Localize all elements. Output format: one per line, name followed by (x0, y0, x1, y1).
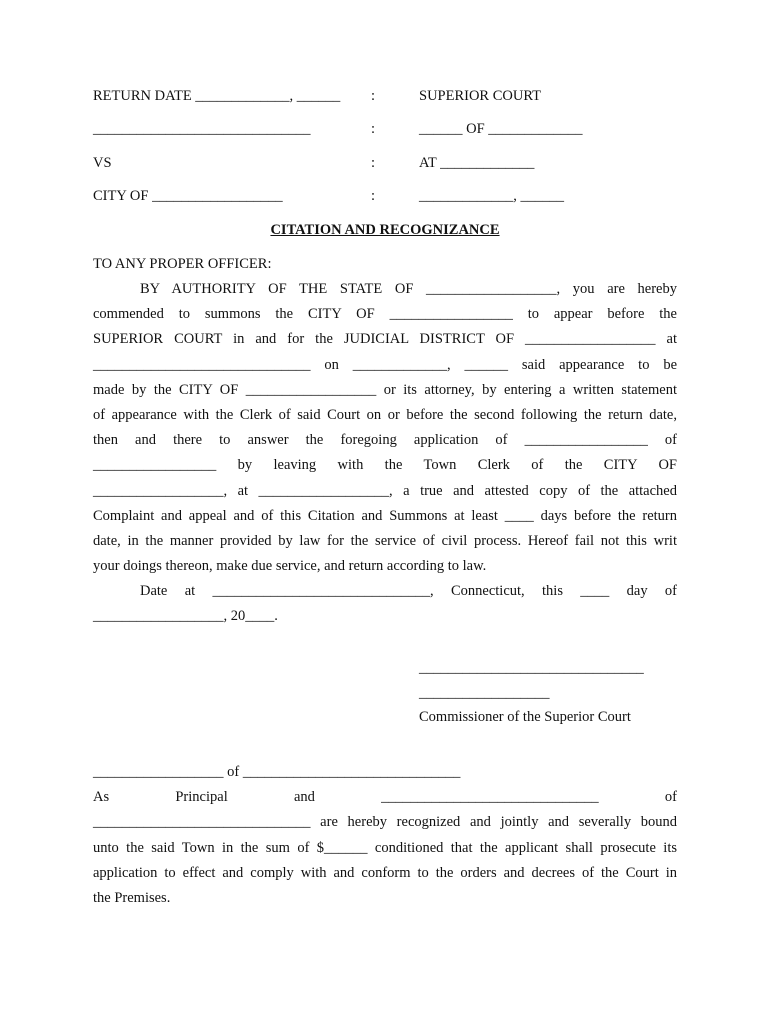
citation-paragraph (93, 277, 677, 630)
caption-colon: : (371, 188, 376, 204)
recognizance-line: unto the said Town in the sum of $______ conditioned that the applicant shall prosecute its (93, 839, 677, 856)
recognizance-line: ______________________________ are hereby recognized and jointly and severally bound (93, 814, 677, 831)
paragraph-line: ______________________________ on _____________, ______ said appearance to be (93, 356, 677, 373)
document-title: CITATION AND RECOGNIZANCE (270, 222, 500, 238)
paragraph-line: _________________ by leaving with the Town Clerk of the CITY OF (93, 457, 677, 474)
paragraph-line: SUPERIOR COURT in and for the JUDICIAL DISTRICT OF __________________ at (93, 331, 677, 348)
paragraph-line: your doings thereon, make due service, and return according to law. (93, 558, 487, 575)
recognizance-line: the Premises. (93, 889, 171, 906)
date-line: _____________, ______ (419, 188, 564, 204)
salutation: TO ANY PROPER OFFICER: (93, 256, 272, 272)
caption-colon: : (371, 155, 376, 171)
recognizance-paragraph (93, 760, 677, 911)
signature-caption: Commissioner of the Superior Court (419, 709, 631, 725)
district-line: ______ OF _____________ (419, 121, 583, 137)
paragraph-line: BY AUTHORITY OF THE STATE OF __________________, you are hereby (140, 281, 677, 297)
recognizance-line: application to effect and comply with and conform to the orders and decrees of the Court in (93, 864, 677, 881)
signature-line-short: __________________ (419, 685, 550, 701)
paragraph-line: commended to summons the CITY OF _________________ to appear before the (93, 306, 677, 323)
location-line: AT _____________ (419, 155, 535, 171)
party-blank: ______________________________ (93, 121, 311, 137)
caption-colon: : (371, 88, 376, 104)
paragraph-line: of appearance with the Clerk of said Court on or before the second following the return date, (93, 406, 677, 423)
paragraph-line: date, in the manner provided by law for the service of civil process. Hereof fail not this writ (93, 532, 677, 549)
recognizance-line: As Principal and ______________________________ of (93, 789, 677, 806)
recognizance-line: __________________ of ______________________________ (93, 764, 461, 780)
paragraph-line: made by the CITY OF __________________ or its attorney, by entering a written statement (93, 381, 677, 398)
paragraph-line: __________________, at __________________, a true and attested copy of the attached (93, 482, 677, 499)
return-date-line: RETURN DATE _____________, ______ (93, 88, 341, 104)
signature-line: _______________________________ (419, 660, 644, 676)
versus-label: VS (93, 155, 112, 171)
date-at-line: Date at ______________________________, Connecticut, this ____ day of (140, 583, 677, 600)
caption-colon: : (371, 121, 376, 137)
paragraph-line: then and there to answer the foregoing application of _________________ of (93, 432, 677, 449)
city-line: CITY OF __________________ (93, 188, 283, 204)
court-name: SUPERIOR COURT (419, 88, 541, 104)
date-year-line: __________________, 20____. (93, 608, 278, 625)
paragraph-line: Complaint and appeal and of this Citation and Summons at least ____ days before the return (93, 507, 677, 524)
